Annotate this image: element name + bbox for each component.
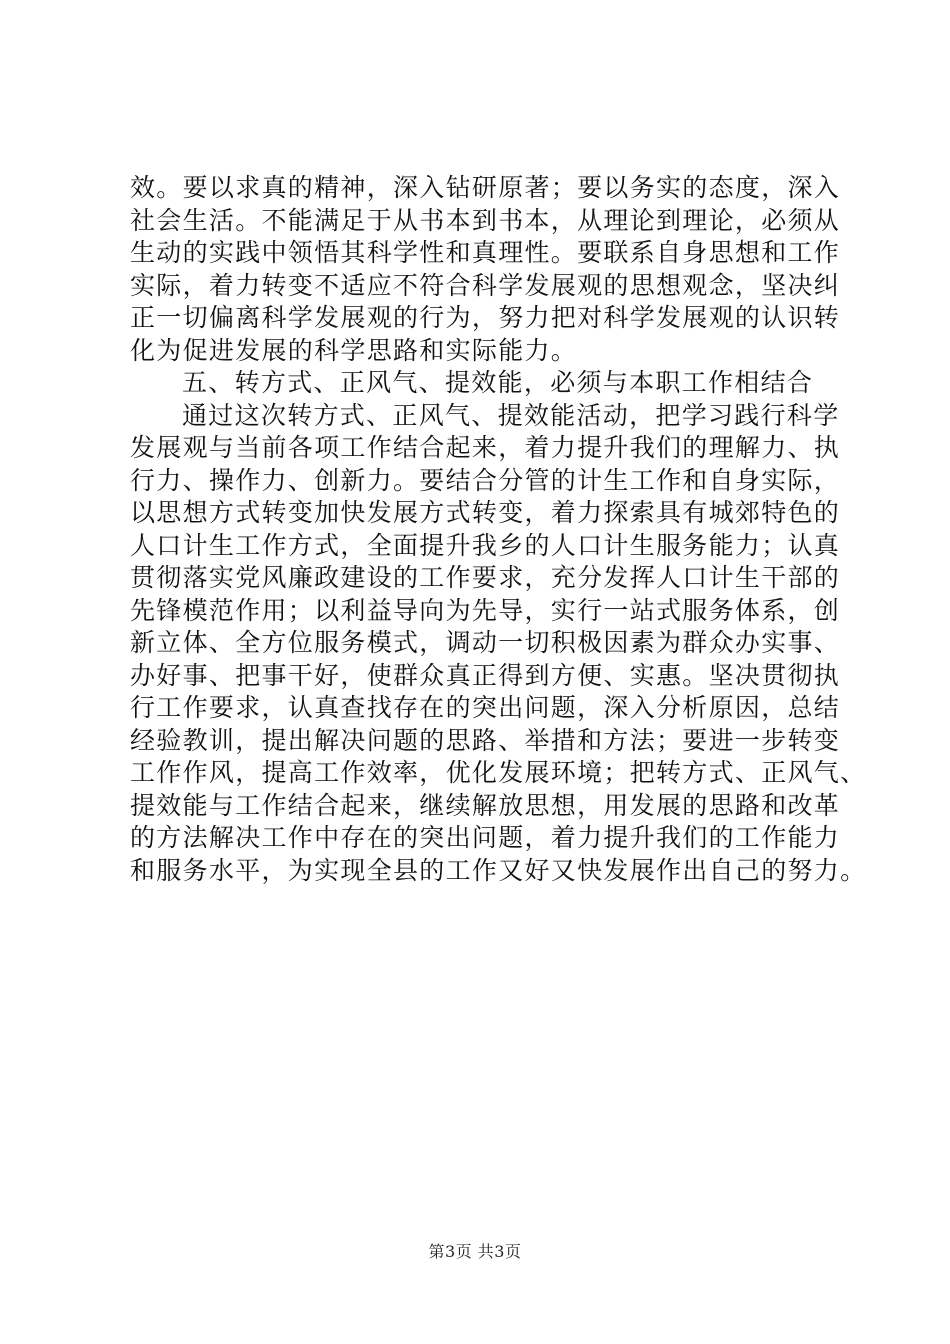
paragraph-line: 和服务水平，为实现全县的工作又好又快发展作出自己的努力。 (130, 855, 867, 885)
paragraph-line: 贯彻落实党风廉政建设的工作要求，充分发挥人口计生干部的 (130, 563, 841, 592)
paragraph-line: 社会生活。不能满足于从书本到书本，从理论到理论，必须从 (130, 205, 841, 235)
paragraph-line: 通过这次转方式、正风气、提效能活动，把学习践行科学 (182, 400, 840, 430)
paragraph-line: 先锋模范作用；以利益导向为先导，实行一站式服务体系，创 (130, 595, 841, 625)
paragraph-line: 经验教训，提出解决问题的思路、举措和方法；要进一步转变 (130, 725, 841, 755)
paragraph-line: 新立体、全方位服务模式，调动一切积极因素为群众办实事、 (130, 628, 841, 657)
page-number-footer: 第3页 共3页 (428, 1242, 522, 1261)
paragraph-line: 人口计生工作方式，全面提升我乡的人口计生服务能力；认真 (130, 530, 841, 560)
paragraph-line: 生动的实践中领悟其科学性和真理性。要联系自身思想和工作 (130, 238, 841, 267)
paragraph-line: 以思想方式转变加快发展方式转变，着力探索具有城郊特色的 (130, 498, 841, 527)
paragraph-line: 行工作要求，认真查找存在的突出问题，深入分析原因，总结 (130, 693, 841, 722)
paragraph-line: 工作作风，提高工作效率，优化发展环境；把转方式、正风气、 (130, 758, 867, 787)
paragraph-line: 实际，着力转变不适应不符合科学发展观的思想观念，坚决纠 (130, 270, 841, 300)
paragraph-line: 的方法解决工作中存在的突出问题，着力提升我们的工作能力 (130, 823, 841, 852)
paragraph-line: 提效能与工作结合起来，继续解放思想，用发展的思路和改革 (130, 790, 841, 820)
paragraph-line: 发展观与当前各项工作结合起来，着力提升我们的理解力、执 (130, 433, 841, 462)
paragraph-line: 化为促进发展的科学思路和实际能力。 (130, 335, 578, 365)
body-text (130, 172, 867, 887)
paragraph-line: 行力、操作力、创新力。要结合分管的计生工作和自身实际， (130, 465, 841, 495)
paragraph-line: 效。要以求真的精神，深入钻研原著；要以务实的态度，深入 (130, 173, 841, 202)
paragraph-line: 正一切偏离科学发展观的行为，努力把对科学发展观的认识转 (130, 303, 841, 332)
section-heading: 五、转方式、正风气、提效能，必须与本职工作相结合 (182, 368, 814, 397)
paragraph-line: 办好事、把事干好，使群众真正得到方便、实惠。坚决贯彻执 (130, 660, 841, 690)
